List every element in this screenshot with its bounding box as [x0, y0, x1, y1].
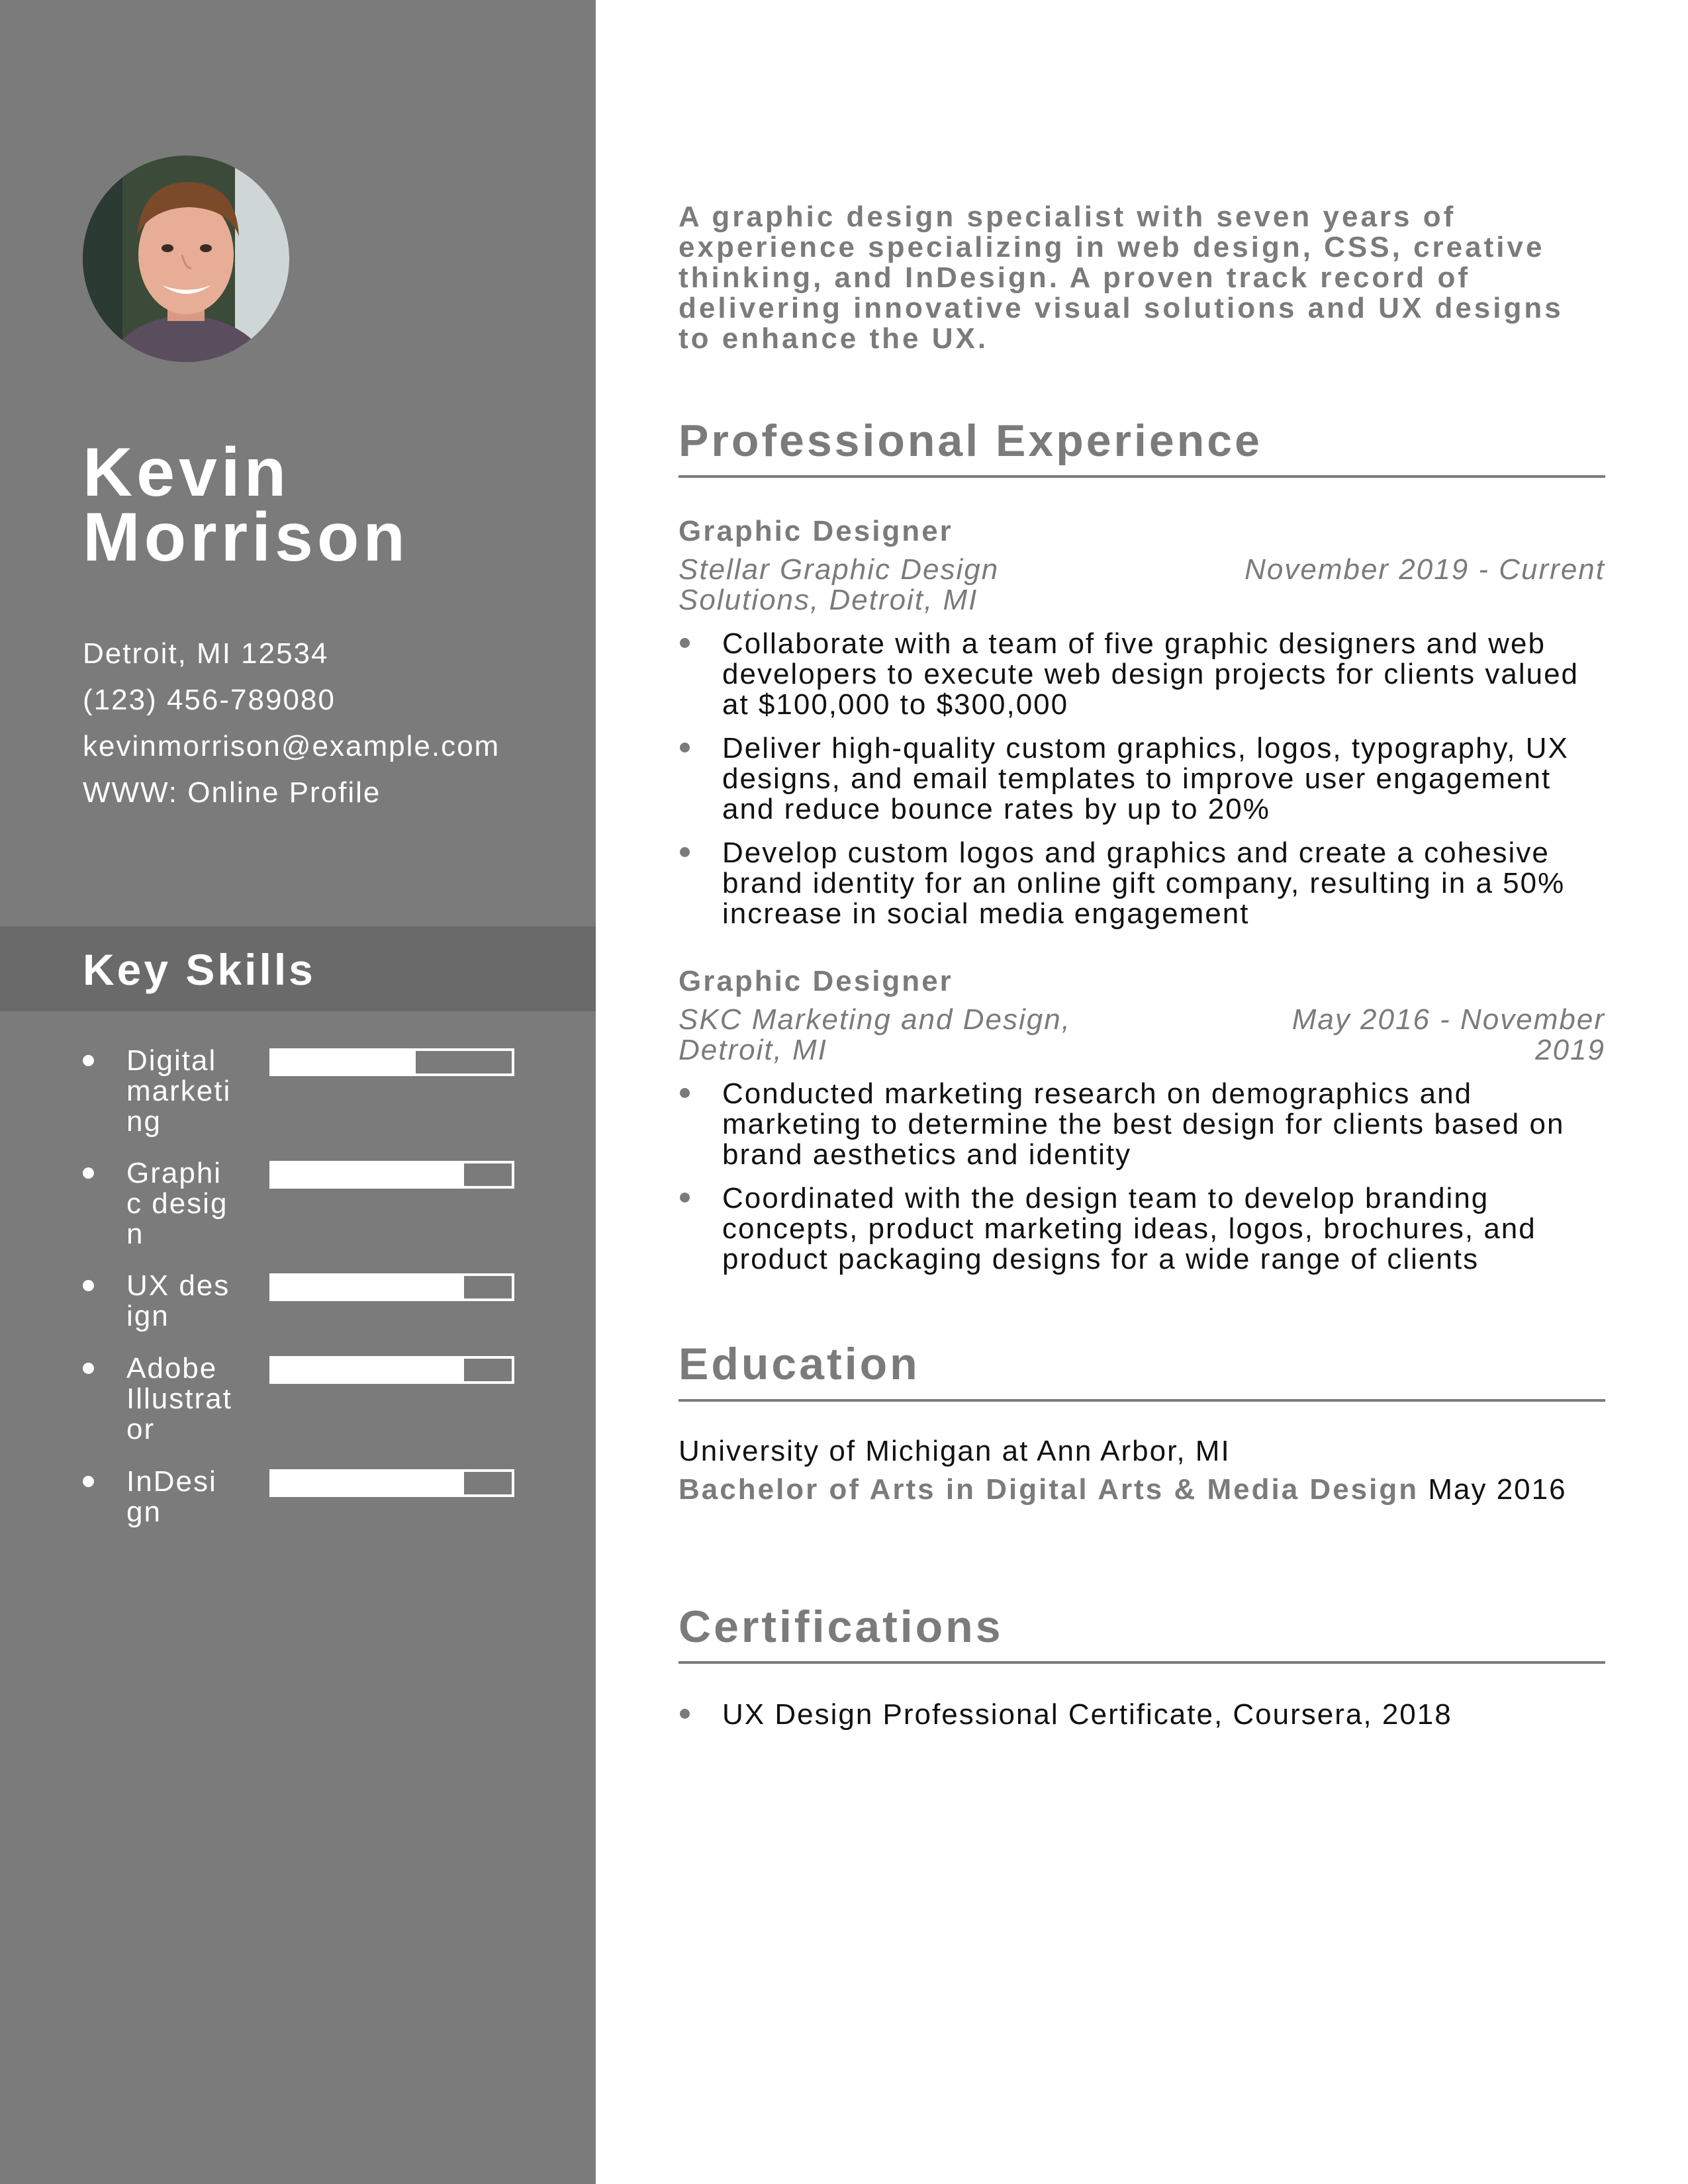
skill-bar: [269, 1469, 514, 1497]
list-item: [679, 733, 1605, 825]
skill-bar-fill: [272, 1163, 464, 1186]
job-entry: [679, 966, 1605, 1288]
list-item: [679, 1183, 1605, 1275]
job-title: Graphic Designer: [679, 515, 953, 547]
skill-label: Digital marketing: [126, 1044, 232, 1138]
section-divider: [679, 1399, 1605, 1402]
bullet-icon: [83, 1055, 94, 1066]
bullet-text: Conducted marketing research on demographics and marketing to determine the best design for clients based on brand aesthetics and identity: [722, 1077, 1565, 1171]
certifications-title: Certifications: [679, 1602, 1004, 1652]
cert-bullets: [679, 1700, 1605, 1730]
contact-info: [83, 639, 506, 824]
skill-label: InDesign: [126, 1465, 217, 1528]
job-company: SKC Marketing and Design, Detroit, MI: [679, 1003, 1071, 1066]
job-bullets: [679, 1079, 1605, 1275]
certifications-list: [679, 1700, 1605, 1743]
skill-bar: [269, 1273, 514, 1301]
bullet-text: Collaborate with a team of five graphic designers and web developers to execute web design projects for clients valued at $100,000 to $300,000: [722, 627, 1579, 721]
bullet-text: Develop custom logos and graphics and create a cohesive brand identity for an online gift company, resulting in a 50% increase in social media engagement: [722, 837, 1566, 930]
skill-label: UX design: [126, 1269, 230, 1332]
education-school: University of Michigan at Ann Arbor, MI: [679, 1435, 1231, 1467]
bullet-icon: [680, 1709, 690, 1719]
education-degree: Bachelor of Arts in Digital Arts & Media Design: [679, 1473, 1419, 1506]
education-entry: [679, 1436, 1605, 1505]
location: Detroit, MI 12534: [83, 637, 329, 670]
list-item: [679, 1700, 1605, 1730]
summary: A graphic design specialist with seven years of experience specializing in web design, CSS, creative thinking, and InDesign. A proven track record of delivering innovative visual solutions and UX designs to enhance the UX.: [679, 201, 1564, 355]
bullet-icon: [83, 1476, 94, 1487]
skill-bar-fill: [272, 1276, 464, 1298]
bullet-icon: [83, 1167, 94, 1179]
job-meta: [679, 555, 1605, 615]
job-dates: May 2016 - November 2019: [1291, 1003, 1605, 1066]
bullet-text: UX Design Professional Certificate, Coursera, 2018: [722, 1698, 1452, 1731]
bullet-icon: [680, 1088, 690, 1098]
list-item: [679, 1079, 1605, 1170]
website-link[interactable]: WWW: Online Profile: [83, 776, 381, 809]
bullet-text: Deliver high-quality custom graphics, logos, typography, UX designs, and email templates to improve user engagement and reduce bounce rates by up to 20%: [722, 732, 1569, 825]
skill-label: Adobe Illustrator: [126, 1352, 232, 1445]
job-company: Stellar Graphic Design Solutions, Detroit, MI: [679, 553, 1000, 616]
phone: (123) 456-789080: [83, 684, 336, 716]
skill-bar-fill: [272, 1472, 464, 1494]
job-dates: November 2019 - Current: [1244, 553, 1605, 586]
bullet-icon: [680, 743, 690, 752]
skills-title: Key Skills: [83, 945, 316, 994]
skills-header: [0, 927, 596, 1011]
bullet-icon: [83, 1363, 94, 1374]
bullet-icon: [680, 1193, 690, 1203]
job-meta: [679, 1005, 1605, 1066]
first-name: Kevin: [83, 434, 291, 511]
section-divider: [679, 475, 1605, 478]
section-divider: [679, 1661, 1605, 1664]
profile-photo: [83, 156, 289, 362]
list-item: [679, 838, 1605, 929]
job-entry: [679, 516, 1605, 942]
education-degree-line: [679, 1475, 1605, 1505]
skill-bar: [269, 1048, 514, 1076]
education-title: Education: [679, 1339, 920, 1389]
skill-bar: [269, 1161, 514, 1189]
job-title: Graphic Designer: [679, 965, 953, 997]
bullet-icon: [680, 638, 690, 648]
last-name: Morrison: [83, 499, 409, 576]
job-bullets: [679, 629, 1605, 929]
avatar: [83, 156, 289, 362]
education-date: May 2016: [1428, 1473, 1567, 1506]
sidebar: [0, 0, 596, 2184]
skill-bar-fill: [272, 1051, 416, 1073]
skill-bar-fill: [272, 1359, 464, 1381]
experience-title: Professional Experience: [679, 416, 1262, 466]
bullet-icon: [680, 847, 690, 857]
email[interactable]: kevinmorrison@example.com: [83, 730, 500, 762]
list-item: [679, 629, 1605, 720]
skill-label: Graphic design: [126, 1157, 228, 1250]
candidate-name: [83, 434, 586, 576]
bullet-icon: [83, 1280, 94, 1291]
skill-bar: [269, 1356, 514, 1384]
bullet-text: Coordinated with the design team to develop branding concepts, product marketing ideas, logos, brochures, and product packaging designs for a wide range of clients: [722, 1182, 1536, 1275]
